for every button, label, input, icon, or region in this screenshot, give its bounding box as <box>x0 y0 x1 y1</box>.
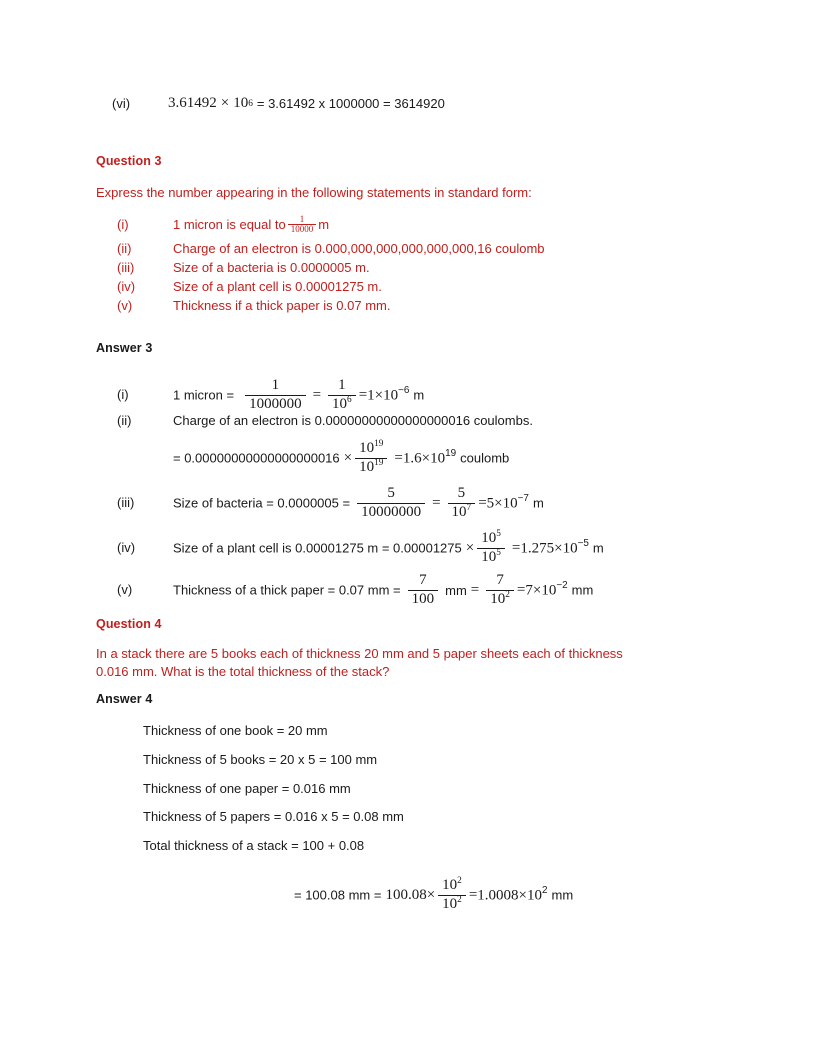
fraction-denominator <box>328 395 356 413</box>
answer-4-final-result-mantissa: 1.0008 <box>477 887 519 904</box>
question-3-item-i-text-after: m <box>318 216 330 232</box>
answer-4-final-prefix: = 100.08 mm = <box>294 887 382 903</box>
question-3-item-i-fraction <box>288 215 317 235</box>
equals-sign-2: = <box>516 581 526 598</box>
fraction-numerator: 7 <box>496 572 504 588</box>
question-3-item-v <box>117 297 390 315</box>
answer-3-item-v-mid-unit: mm <box>445 582 467 598</box>
answer-3-item-iv-fraction <box>477 531 505 566</box>
answer-3-item-v-result-exponent: −2 <box>556 580 568 592</box>
fraction-denominator <box>448 503 476 521</box>
fraction-numerator: 1 <box>338 377 346 393</box>
multiplication-sign: × <box>532 582 542 599</box>
fraction-denominator <box>355 458 387 476</box>
answer-4-final-factor: 100.08 <box>385 886 427 903</box>
multiplication-sign: × <box>465 539 475 556</box>
answer-3-item-ii-line2 <box>173 441 509 476</box>
fraction-numerator <box>438 878 466 895</box>
fraction-denominator: 10000 <box>288 224 317 234</box>
answer-4-final-unit: mm <box>551 887 574 903</box>
denominator-exponent: 2 <box>457 894 462 905</box>
fraction-denominator: 1000000 <box>245 395 306 413</box>
answer-3-item-ii-fraction <box>355 441 387 476</box>
question-3-item-iv-marker: (iv) <box>117 279 136 294</box>
answer-3-item-i-marker: (i) <box>117 387 129 403</box>
numerator-base: 10 <box>481 530 497 546</box>
fraction-denominator <box>486 590 514 608</box>
fraction-numerator <box>355 441 387 458</box>
fraction-denominator: 10000000 <box>357 503 425 521</box>
answer-4-final-fraction <box>438 878 466 913</box>
question-3-item-iv-text: Size of a plant cell is 0.00001275 m. <box>173 279 382 294</box>
answer-3-item-ii-line1 <box>117 412 533 430</box>
fraction-denominator <box>438 895 466 913</box>
question-4-prompt-line-1: In a stack there are 5 books each of thickness 20 mm and 5 paper sheets each of thickness <box>96 646 623 661</box>
question-3-item-ii-marker: (ii) <box>117 241 132 256</box>
answer-3-item-ii-marker: (ii) <box>117 413 132 428</box>
answer-3-item-v-fraction-2 <box>486 573 514 608</box>
answer-3-item-iii-fraction-2 <box>448 486 476 521</box>
answer-4-final-result-exponent: 2 <box>542 885 548 897</box>
question-3-item-ii <box>117 240 545 258</box>
answer-4-line-4: Thickness of 5 papers = 0.016 x 5 = 0.08 mm <box>143 809 404 824</box>
item-vi-row <box>112 95 445 113</box>
answer-4-final-equation <box>294 878 573 913</box>
multiplication-sign: × <box>374 387 384 404</box>
answer-3-item-iii-fraction-1 <box>357 486 425 521</box>
answer-3-item-iv-unit: m <box>592 540 604 556</box>
multiplication-sign: × <box>494 495 503 512</box>
item-vi-expression: 3.61492 × 10 6 = 3.61492 x 1000000 = 3614920 <box>168 95 445 112</box>
multiplication-sign: × <box>554 540 563 557</box>
question-3-item-iii <box>117 259 370 277</box>
answer-3-item-v-unit: mm <box>571 582 594 598</box>
denominator-base: 10 <box>442 895 458 912</box>
fraction-numerator: 5 <box>387 485 395 501</box>
numerator-exponent: 2 <box>457 876 462 886</box>
fraction-numerator: 1 <box>299 214 305 224</box>
answer-3-item-ii-result-exponent: 19 <box>445 448 457 460</box>
question-3-heading: Question 3 <box>96 154 162 168</box>
denominator-exponent: 7 <box>466 502 472 513</box>
answer-3-item-iv-result-base: 10 <box>562 540 578 557</box>
answer-4-line-1: Thickness of one book = 20 mm <box>143 723 328 738</box>
answer-3-item-i-unit: m <box>413 387 425 403</box>
answer-3-item-ii-line2-prefix: = 0.00000000000000000016 <box>173 450 340 466</box>
item-vi-power-base: 10 <box>233 95 249 112</box>
multiplication-sign: × <box>518 887 528 904</box>
fraction-numerator: 1 <box>271 377 280 393</box>
answer-3-item-iii-label: Size of bacteria = 0.0000005 = <box>173 495 351 511</box>
question-4-prompt-line-2: 0.016 mm. What is the total thickness of the stack? <box>96 664 390 679</box>
denominator-base: 10 <box>451 503 467 520</box>
question-3-item-ii-text: Charge of an electron is 0.000,000,000,000,000,000,16 coulomb <box>173 241 545 256</box>
denominator-exponent: 6 <box>347 394 352 405</box>
equals-sign: = <box>511 539 521 556</box>
answer-4-line-2: Thickness of 5 books = 20 x 5 = 100 mm <box>143 752 378 767</box>
answer-3-item-iii-marker: (iii) <box>117 495 135 511</box>
equals-sign-1: = <box>312 386 322 403</box>
answer-3-item-iv-label: Size of a plant cell is 0.00001275 m = 0.00001275 <box>173 540 462 556</box>
fraction-numerator: 7 <box>419 572 427 588</box>
answer-3-item-i-fraction-1 <box>245 378 306 413</box>
fraction-numerator: 5 <box>457 485 466 501</box>
equals-sign-2: = <box>478 494 487 511</box>
multiplication-sign: × <box>421 450 431 467</box>
fraction-denominator: 100 <box>408 590 439 608</box>
answer-3-item-iv <box>117 531 604 566</box>
question-3-item-i-marker: (i) <box>117 216 129 232</box>
item-vi-tail: = 3.61492 x 1000000 = 3614920 <box>256 96 445 112</box>
denominator-exponent: 5 <box>496 547 501 558</box>
answer-3-item-iii <box>117 486 544 521</box>
denominator-exponent: 19 <box>374 457 384 468</box>
numerator-exponent: 5 <box>496 529 501 539</box>
answer-3-item-iii-unit: m <box>532 495 544 511</box>
answer-3-heading: Answer 3 <box>96 341 153 355</box>
denominator-exponent: 2 <box>505 589 510 600</box>
answer-3-item-ii-result-base: 10 <box>430 450 446 467</box>
answer-3-item-iv-marker: (iv) <box>117 540 136 556</box>
question-3-item-v-text: Thickness if a thick paper is 0.07 mm. <box>173 298 391 313</box>
question-3-item-iii-marker: (iii) <box>117 260 135 275</box>
multiplication-sign: × <box>426 886 436 903</box>
denominator-base: 10 <box>490 590 506 607</box>
answer-3-item-v-result-mantissa: 7 <box>525 582 533 599</box>
denominator-base: 10 <box>332 395 348 412</box>
equals-sign: = <box>468 886 478 903</box>
equals-sign-2: = <box>358 386 368 403</box>
equals-sign-1: = <box>470 581 480 598</box>
answer-4-line-5: Total thickness of a stack = 100 + 0.08 <box>143 838 365 853</box>
fraction-numerator <box>477 531 505 548</box>
answer-3-item-v <box>117 573 593 608</box>
answer-3-item-iv-result-exponent: −5 <box>577 538 589 550</box>
answer-4-heading: Answer 4 <box>96 692 153 706</box>
answer-3-item-i-result-exponent: −6 <box>398 385 410 397</box>
fraction-denominator <box>477 548 505 566</box>
question-3-item-i-text-before: 1 micron is equal to <box>173 216 286 232</box>
equals-sign: = <box>394 449 403 466</box>
answer-3-item-ii-unit: coulomb <box>460 450 510 466</box>
multiplication-sign: × <box>220 95 230 112</box>
answer-3-item-iii-result-exponent: −7 <box>517 493 529 505</box>
answer-4-line-3: Thickness of one paper = 0.016 mm <box>143 781 351 796</box>
question-3-item-iv <box>117 278 382 296</box>
answer-3-item-iv-result-mantissa: 1.275 <box>520 540 555 557</box>
answer-3-item-iii-result-mantissa: 5 <box>486 495 495 512</box>
numerator-base: 10 <box>359 440 375 456</box>
answer-3-item-i <box>117 378 424 413</box>
question-4-heading: Question 4 <box>96 617 162 631</box>
answer-3-item-ii-result-mantissa: 1.6 <box>402 450 422 467</box>
answer-3-item-v-fraction-1 <box>408 573 439 608</box>
answer-3-item-v-marker: (v) <box>117 582 133 598</box>
item-vi-marker: (vi) <box>112 96 131 111</box>
answer-3-item-v-result-base: 10 <box>541 582 557 599</box>
answer-3-item-ii-text: Charge of an electron is 0.00000000000000000016 coulombs. <box>173 413 533 428</box>
answer-3-item-i-label: 1 micron = <box>173 387 235 403</box>
multiplication-sign: × <box>343 449 353 466</box>
denominator-base: 10 <box>359 458 375 475</box>
question-3-prompt: Express the number appearing in the following statements in standard form: <box>96 185 532 200</box>
answer-4-final-result-base: 10 <box>527 887 543 904</box>
question-3-item-v-marker: (v) <box>117 298 133 313</box>
answer-3-item-i-result-mantissa: 1 <box>367 387 375 404</box>
equals-sign-1: = <box>432 494 441 511</box>
numerator-exponent: 19 <box>374 439 384 449</box>
numerator-base: 10 <box>442 877 458 893</box>
answer-3-item-iii-result-base: 10 <box>502 495 518 512</box>
answer-3-item-v-label: Thickness of a thick paper = 0.07 mm = <box>173 582 401 598</box>
question-3-item-i <box>117 215 329 235</box>
answer-3-item-i-fraction-2 <box>328 378 356 413</box>
denominator-base: 10 <box>481 548 497 565</box>
answer-3-item-i-result-base: 10 <box>383 387 399 404</box>
question-3-item-iii-text: Size of a bacteria is 0.0000005 m. <box>173 260 370 275</box>
item-vi-base: 3.61492 <box>168 95 217 112</box>
